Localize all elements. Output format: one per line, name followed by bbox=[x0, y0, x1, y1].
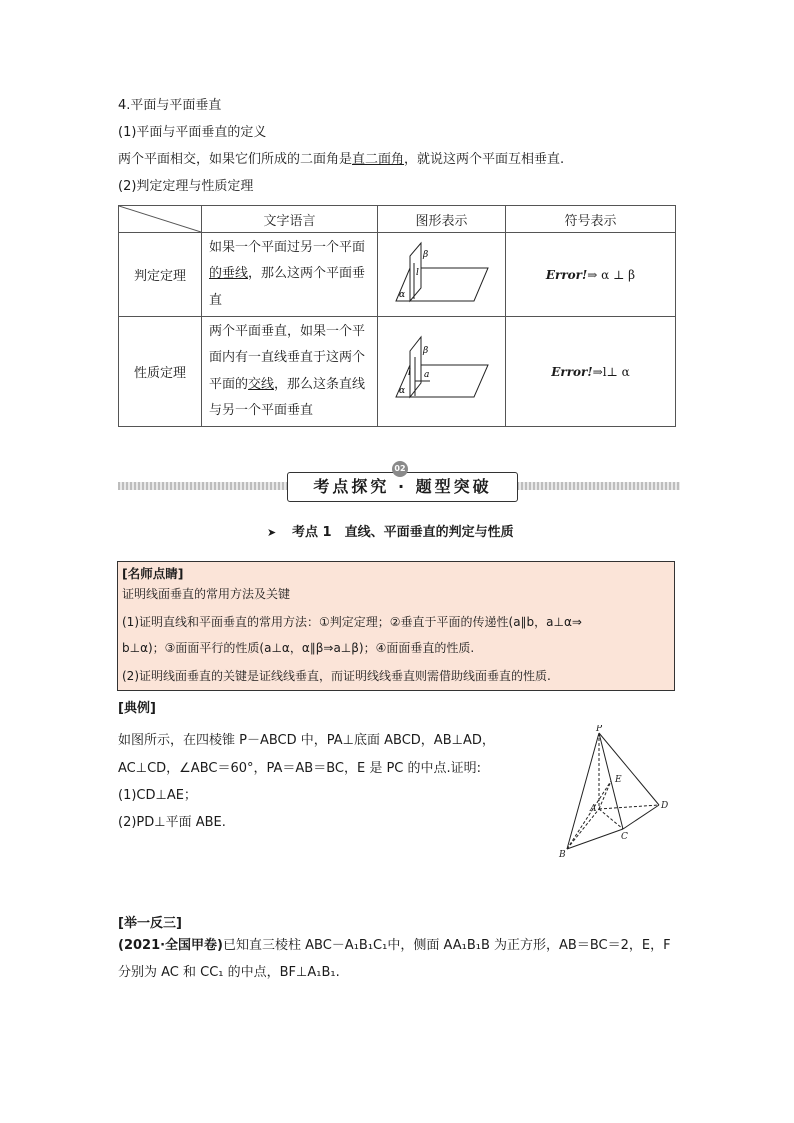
section-banner: 考点探究 · 题型突破 bbox=[287, 472, 518, 502]
pyramid-label-e: E bbox=[615, 775, 622, 785]
theorem-table bbox=[118, 205, 676, 427]
fig-label-beta: β bbox=[423, 346, 429, 356]
example-line: (1)CD⊥AE； bbox=[118, 788, 197, 803]
diagonal-corner-cell bbox=[119, 206, 202, 233]
perpendicular-planes-figure bbox=[378, 233, 505, 316]
table-row bbox=[119, 233, 676, 317]
plane-property-figure bbox=[378, 317, 505, 426]
pyramid-label-d: D bbox=[661, 801, 669, 811]
fig-label-a: a bbox=[424, 370, 430, 380]
pyramid-figure bbox=[555, 725, 685, 863]
example-line: (2)PD⊥平面 ABE. bbox=[118, 815, 226, 830]
tips-line: (1)证明直线和平面垂直的常用方法：①判定定理；②垂直于平面的传递性(a∥b，a⊥α⇒ bbox=[122, 615, 582, 629]
theorem-title: (2)判定定理与性质定理 bbox=[118, 179, 254, 194]
table-header-row bbox=[119, 206, 676, 233]
pyramid-label-p: P bbox=[596, 725, 603, 734]
practice-line: 分别为 AC 和 CC₁ 的中点，BF⊥A₁B₁. bbox=[118, 965, 340, 980]
row-label-property: 性质定理 bbox=[119, 317, 202, 427]
definition-keyword: 直二面角 bbox=[352, 152, 405, 167]
row-text-judgment: 如果一个平面过另一个平面 的垂线，那么这两个平面垂 直 bbox=[202, 233, 378, 317]
definition-title: (1)平面与平面垂直的定义 bbox=[118, 125, 267, 140]
pyramid-label-b: B bbox=[559, 850, 566, 860]
tips-line: 证明线面垂直的常用方法及关键 bbox=[122, 587, 291, 601]
banner-right-stripe bbox=[517, 482, 680, 490]
arrow-icon: ➤ bbox=[267, 526, 277, 539]
symbol-property: Error!⇒l⊥ α bbox=[506, 317, 676, 427]
fig-label-l: l bbox=[408, 368, 411, 378]
banner-left-stripe bbox=[118, 482, 287, 490]
section-heading: 4.平面与平面垂直 bbox=[118, 98, 222, 113]
example-tag: [典例] bbox=[118, 701, 156, 716]
figure-property bbox=[378, 317, 506, 427]
fig-label-l: l bbox=[416, 268, 419, 278]
table-row bbox=[119, 317, 676, 427]
practice-line: (2021·全国甲卷)已知直三棱柱 ABC－A₁B₁C₁中，侧面 AA₁B₁B 为正方形，AB＝BC＝2，E，F bbox=[118, 938, 671, 953]
tips-box bbox=[117, 561, 675, 691]
fig-label-alpha: α bbox=[399, 386, 406, 396]
topic-title: 考点 1 直线、平面垂直的判定与性质 bbox=[292, 525, 514, 540]
pyramid-label-c: C bbox=[621, 832, 628, 842]
example-line: AC⊥CD，∠ABC＝60°，PA＝AB＝BC，E 是 PC 的中点.证明: bbox=[118, 761, 482, 776]
tips-title: [名师点睛] bbox=[122, 566, 184, 581]
definition-text: 两个平面相交，如果它们所成的二面角是直二面角，就说这两个平面互相垂直. bbox=[118, 152, 565, 167]
example-line: 如图所示，在四棱锥 P－ABCD 中，PA⊥底面 ABCD，AB⊥AD， bbox=[118, 733, 495, 748]
tips-line: (2)证明线面垂直的关键是证线线垂直，而证明线线垂直则需借助线面垂直的性质. bbox=[122, 669, 551, 683]
header-figure: 图形表示 bbox=[378, 206, 506, 233]
header-symbol: 符号表示 bbox=[506, 206, 676, 233]
row-text-property: 两个平面垂直，如果一个平 面内有一直线垂直于这两个 平面的交线，那么这条直线 与另一个平面垂直 bbox=[202, 317, 378, 427]
tips-line: b⊥α)；③面面平行的性质(a⊥α，α∥β⇒a⊥β)；④面面垂直的性质. bbox=[122, 641, 475, 655]
row-label-judgment: 判定定理 bbox=[119, 233, 202, 317]
practice-source: (2021·全国甲卷) bbox=[118, 938, 224, 953]
fig-label-beta: β bbox=[423, 250, 429, 260]
banner-number-badge: 02 bbox=[392, 461, 408, 477]
figure-judgment bbox=[378, 233, 506, 317]
header-text-language: 文字语言 bbox=[202, 206, 378, 233]
pyramid-label-a: A bbox=[590, 804, 597, 814]
symbol-judgment: Error!⇒ α ⊥ β bbox=[506, 233, 676, 317]
practice-tag: [举一反三] bbox=[118, 916, 182, 931]
fig-label-alpha: α bbox=[399, 290, 406, 300]
diagonal-line bbox=[119, 206, 201, 232]
